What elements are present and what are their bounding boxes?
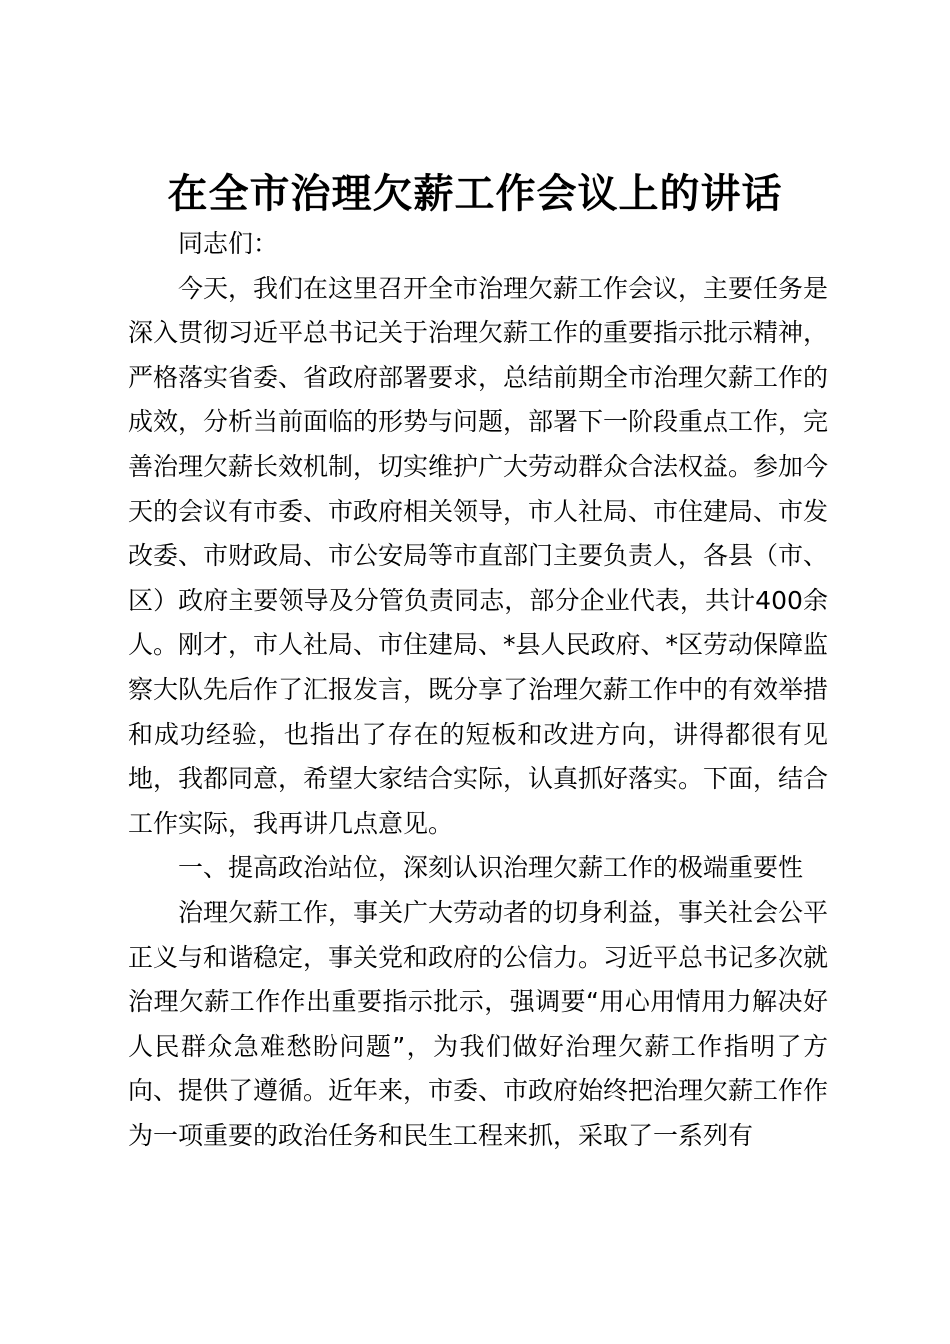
paragraph-intro: 今天，我们在这里召开全市治理欠薪工作会议，主要任务是深入贯彻习近平总书记关于治理欠薪工作的重要指示批示精神，严格落实省委、省政府部署要求，总结前期全市治理欠薪工作的成效，分析当前面临的形势与问题，部署下一阶段重点工作，完善治理欠薪长效机制，切实维护广大劳动群众合法权益。参加今天的会议有市委、市政府相关领导，市人社局、市住建局、市发改委、市财政局、市公安局等市直部门主要负责人，各县（市、区）政府主要领导及分管负责同志，部分企业代表，共计400余人。刚才，市人社局、市住建局、*县人民政府、*区劳动保障监察大队先后作了汇报发言，既分享了治理欠薪工作中的有效举措和成功经验，也指出了存在的短板和改进方向，讲得都很有见地，我都同意，希望大家结合实际，认真抓好落实。下面，结合工作实际，我再讲几点意见。: [128, 273, 829, 838]
document-body: [128, 222, 828, 1158]
document-title: 在全市治理欠薪工作会议上的讲话: [167, 170, 783, 217]
paragraph-section-1: 治理欠薪工作，事关广大劳动者的切身利益，事关社会公平正义与和谐稳定，事关党和政府的公信力。习近平总书记多次就治理欠薪工作作出重要指示批示，强调要“用心用情用力解决好人民群众急难愁盼问题”，为我们做好治理欠薪工作指明了方向、提供了遵循。近年来，市委、市政府始终把治理欠薪工作作为一项重要的政治任务和民生工程来抓，采取了一系列有: [128, 897, 829, 1150]
section-heading-1: 一、提高政治站位，深刻认识治理欠薪工作的极端重要性: [178, 853, 804, 883]
salutation: 同志们：: [178, 229, 279, 258]
